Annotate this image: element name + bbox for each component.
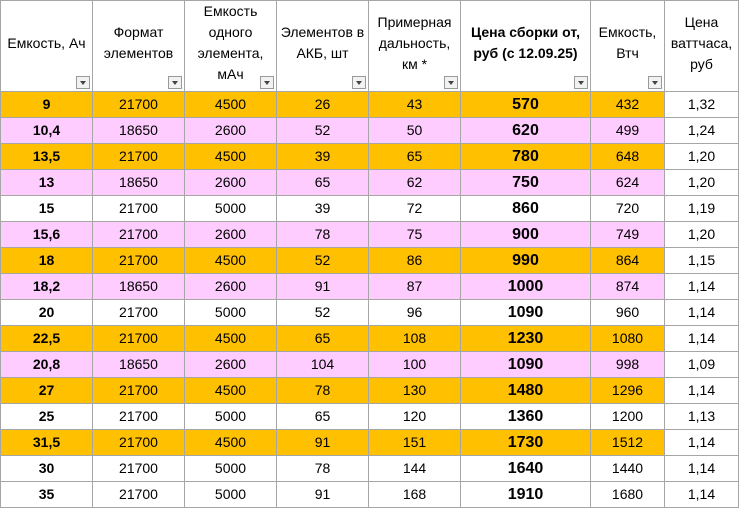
cell-capacity-wh: 1680 [591, 482, 665, 508]
cell-range-km: 43 [369, 92, 461, 118]
cell-cells-count: 39 [277, 144, 369, 170]
cell-assembly-price: 1480 [461, 378, 591, 404]
cell-cells-count: 65 [277, 326, 369, 352]
cell-cell-capacity-mah: 2600 [185, 352, 277, 378]
cell-capacity-ah: 10,4 [1, 118, 93, 144]
cell-price-per-wh: 1,32 [665, 92, 739, 118]
cell-cells-count: 91 [277, 430, 369, 456]
filter-dropdown-icon[interactable] [168, 76, 182, 89]
cell-assembly-price: 1090 [461, 352, 591, 378]
cell-price-per-wh: 1,20 [665, 170, 739, 196]
cell-price-per-wh: 1,14 [665, 274, 739, 300]
column-header-assembly-price [461, 1, 591, 92]
table-row [1, 430, 739, 456]
cell-cells-count: 78 [277, 378, 369, 404]
cell-price-per-wh: 1,14 [665, 430, 739, 456]
cell-range-km: 144 [369, 456, 461, 482]
cell-range-km: 87 [369, 274, 461, 300]
cell-price-per-wh: 1,14 [665, 456, 739, 482]
cell-cell-capacity-mah: 4500 [185, 430, 277, 456]
cell-price-per-wh: 1,09 [665, 352, 739, 378]
cell-assembly-price: 780 [461, 144, 591, 170]
cell-capacity-ah: 9 [1, 92, 93, 118]
cell-cell-capacity-mah: 2600 [185, 274, 277, 300]
cell-cell-capacity-mah: 2600 [185, 118, 277, 144]
cell-cells-count: 91 [277, 274, 369, 300]
cell-capacity-ah: 25 [1, 404, 93, 430]
column-header-label: Формат элементов [103, 24, 174, 61]
table-row [1, 274, 739, 300]
cell-cell-format: 21700 [93, 378, 185, 404]
cell-assembly-price: 1000 [461, 274, 591, 300]
cell-capacity-ah: 13 [1, 170, 93, 196]
cell-cell-format: 21700 [93, 196, 185, 222]
column-header-price-per-wh [665, 1, 739, 92]
cell-range-km: 86 [369, 248, 461, 274]
cell-cell-format: 21700 [93, 456, 185, 482]
cell-price-per-wh: 1,20 [665, 222, 739, 248]
cell-assembly-price: 900 [461, 222, 591, 248]
cell-capacity-ah: 31,5 [1, 430, 93, 456]
cell-capacity-wh: 720 [591, 196, 665, 222]
cell-cells-count: 26 [277, 92, 369, 118]
cell-price-per-wh: 1,14 [665, 378, 739, 404]
column-header-label: Цена сборки от, руб (с 12.09.25) [470, 24, 581, 61]
cell-cell-capacity-mah: 2600 [185, 222, 277, 248]
cell-cells-count: 65 [277, 404, 369, 430]
cell-cell-capacity-mah: 5000 [185, 404, 277, 430]
cell-capacity-wh: 648 [591, 144, 665, 170]
cell-cells-count: 52 [277, 118, 369, 144]
cell-price-per-wh: 1,14 [665, 326, 739, 352]
cell-assembly-price: 1090 [461, 300, 591, 326]
cell-capacity-wh: 874 [591, 274, 665, 300]
cell-cell-format: 18650 [93, 118, 185, 144]
column-header-cell-capacity-mah [185, 1, 277, 92]
cell-range-km: 75 [369, 222, 461, 248]
cell-capacity-ah: 20,8 [1, 352, 93, 378]
header-row [1, 1, 739, 92]
cell-capacity-wh: 1512 [591, 430, 665, 456]
cell-cells-count: 78 [277, 222, 369, 248]
cell-capacity-wh: 998 [591, 352, 665, 378]
cell-cells-count: 91 [277, 482, 369, 508]
filter-dropdown-icon[interactable] [574, 76, 588, 89]
cell-capacity-wh: 499 [591, 118, 665, 144]
cell-cell-capacity-mah: 4500 [185, 378, 277, 404]
cell-range-km: 96 [369, 300, 461, 326]
table-row [1, 300, 739, 326]
cell-cell-capacity-mah: 5000 [185, 300, 277, 326]
cell-price-per-wh: 1,24 [665, 118, 739, 144]
cell-cells-count: 39 [277, 196, 369, 222]
cell-price-per-wh: 1,15 [665, 248, 739, 274]
cell-cells-count: 104 [277, 352, 369, 378]
cell-capacity-ah: 20 [1, 300, 93, 326]
cell-cell-format: 18650 [93, 352, 185, 378]
cell-cells-count: 52 [277, 248, 369, 274]
cell-capacity-wh: 1200 [591, 404, 665, 430]
cell-cell-format: 21700 [93, 482, 185, 508]
table-row [1, 92, 739, 118]
table-row [1, 170, 739, 196]
table-body [1, 92, 739, 508]
cell-cell-capacity-mah: 2600 [185, 170, 277, 196]
cell-assembly-price: 1910 [461, 482, 591, 508]
cell-capacity-wh: 864 [591, 248, 665, 274]
cell-cell-capacity-mah: 5000 [185, 482, 277, 508]
filter-dropdown-icon[interactable] [352, 76, 366, 89]
column-header-capacity-wh [591, 1, 665, 92]
table-row [1, 378, 739, 404]
cell-price-per-wh: 1,14 [665, 482, 739, 508]
cell-capacity-wh: 1296 [591, 378, 665, 404]
cell-capacity-ah: 13,5 [1, 144, 93, 170]
cell-capacity-ah: 22,5 [1, 326, 93, 352]
cell-cell-format: 18650 [93, 274, 185, 300]
cell-price-per-wh: 1,14 [665, 300, 739, 326]
cell-cell-capacity-mah: 4500 [185, 326, 277, 352]
cell-range-km: 168 [369, 482, 461, 508]
table-row [1, 222, 739, 248]
cell-capacity-ah: 15,6 [1, 222, 93, 248]
filter-dropdown-icon[interactable] [648, 76, 662, 89]
cell-cell-capacity-mah: 5000 [185, 196, 277, 222]
cell-capacity-wh: 1080 [591, 326, 665, 352]
cell-capacity-wh: 749 [591, 222, 665, 248]
cell-capacity-wh: 624 [591, 170, 665, 196]
cell-cell-format: 21700 [93, 300, 185, 326]
cell-range-km: 120 [369, 404, 461, 430]
cell-assembly-price: 750 [461, 170, 591, 196]
cell-capacity-wh: 960 [591, 300, 665, 326]
cell-range-km: 50 [369, 118, 461, 144]
cell-cell-capacity-mah: 4500 [185, 92, 277, 118]
cell-range-km: 151 [369, 430, 461, 456]
cell-cell-format: 21700 [93, 222, 185, 248]
column-header-label: Цена ваттчаса, руб [670, 13, 733, 72]
cell-assembly-price: 1230 [461, 326, 591, 352]
cell-range-km: 65 [369, 144, 461, 170]
cell-price-per-wh: 1,19 [665, 196, 739, 222]
cell-cell-capacity-mah: 4500 [185, 144, 277, 170]
cell-cell-format: 21700 [93, 404, 185, 430]
cell-range-km: 108 [369, 326, 461, 352]
table-row [1, 326, 739, 352]
cell-assembly-price: 1640 [461, 456, 591, 482]
cell-cell-format: 21700 [93, 248, 185, 274]
table-row [1, 248, 739, 274]
cell-capacity-wh: 1440 [591, 456, 665, 482]
table-row [1, 118, 739, 144]
cell-price-per-wh: 1,13 [665, 404, 739, 430]
cell-range-km: 62 [369, 170, 461, 196]
cell-capacity-wh: 432 [591, 92, 665, 118]
cell-capacity-ah: 30 [1, 456, 93, 482]
cell-cells-count: 52 [277, 300, 369, 326]
cell-range-km: 130 [369, 378, 461, 404]
cell-capacity-ah: 35 [1, 482, 93, 508]
column-header-capacity-ah [1, 1, 93, 92]
cell-assembly-price: 1730 [461, 430, 591, 456]
cell-cell-format: 18650 [93, 170, 185, 196]
column-header-label: Элементов в АКБ, шт [280, 24, 365, 61]
cell-assembly-price: 1360 [461, 404, 591, 430]
filter-dropdown-icon[interactable] [260, 76, 274, 89]
table-row [1, 196, 739, 222]
cell-range-km: 100 [369, 352, 461, 378]
table-row [1, 456, 739, 482]
cell-assembly-price: 860 [461, 196, 591, 222]
cell-assembly-price: 990 [461, 248, 591, 274]
cell-capacity-ah: 18,2 [1, 274, 93, 300]
cell-cell-format: 21700 [93, 92, 185, 118]
column-header-label: Примерная дальность, км * [377, 13, 452, 72]
table-row [1, 352, 739, 378]
cell-capacity-ah: 27 [1, 378, 93, 404]
cell-range-km: 72 [369, 196, 461, 222]
cell-cell-capacity-mah: 4500 [185, 248, 277, 274]
column-header-cells-count [277, 1, 369, 92]
column-header-label: Емкость одного элемента, мАч [197, 3, 264, 82]
cell-assembly-price: 620 [461, 118, 591, 144]
table-row [1, 404, 739, 430]
table-row [1, 144, 739, 170]
cell-assembly-price: 570 [461, 92, 591, 118]
column-header-range-km [369, 1, 461, 92]
cell-cell-format: 21700 [93, 144, 185, 170]
column-header-label: Емкость, Втч [598, 24, 657, 61]
column-header-label: Емкость, Ач [7, 34, 86, 51]
cell-cell-format: 21700 [93, 430, 185, 456]
cell-cell-capacity-mah: 5000 [185, 456, 277, 482]
cell-price-per-wh: 1,20 [665, 144, 739, 170]
filter-dropdown-icon[interactable] [76, 76, 90, 89]
filter-dropdown-icon[interactable] [444, 76, 458, 89]
cell-cells-count: 78 [277, 456, 369, 482]
cell-capacity-ah: 15 [1, 196, 93, 222]
column-header-cell-format [93, 1, 185, 92]
cell-capacity-ah: 18 [1, 248, 93, 274]
table-row [1, 482, 739, 508]
cell-cell-format: 21700 [93, 326, 185, 352]
cell-cells-count: 65 [277, 170, 369, 196]
